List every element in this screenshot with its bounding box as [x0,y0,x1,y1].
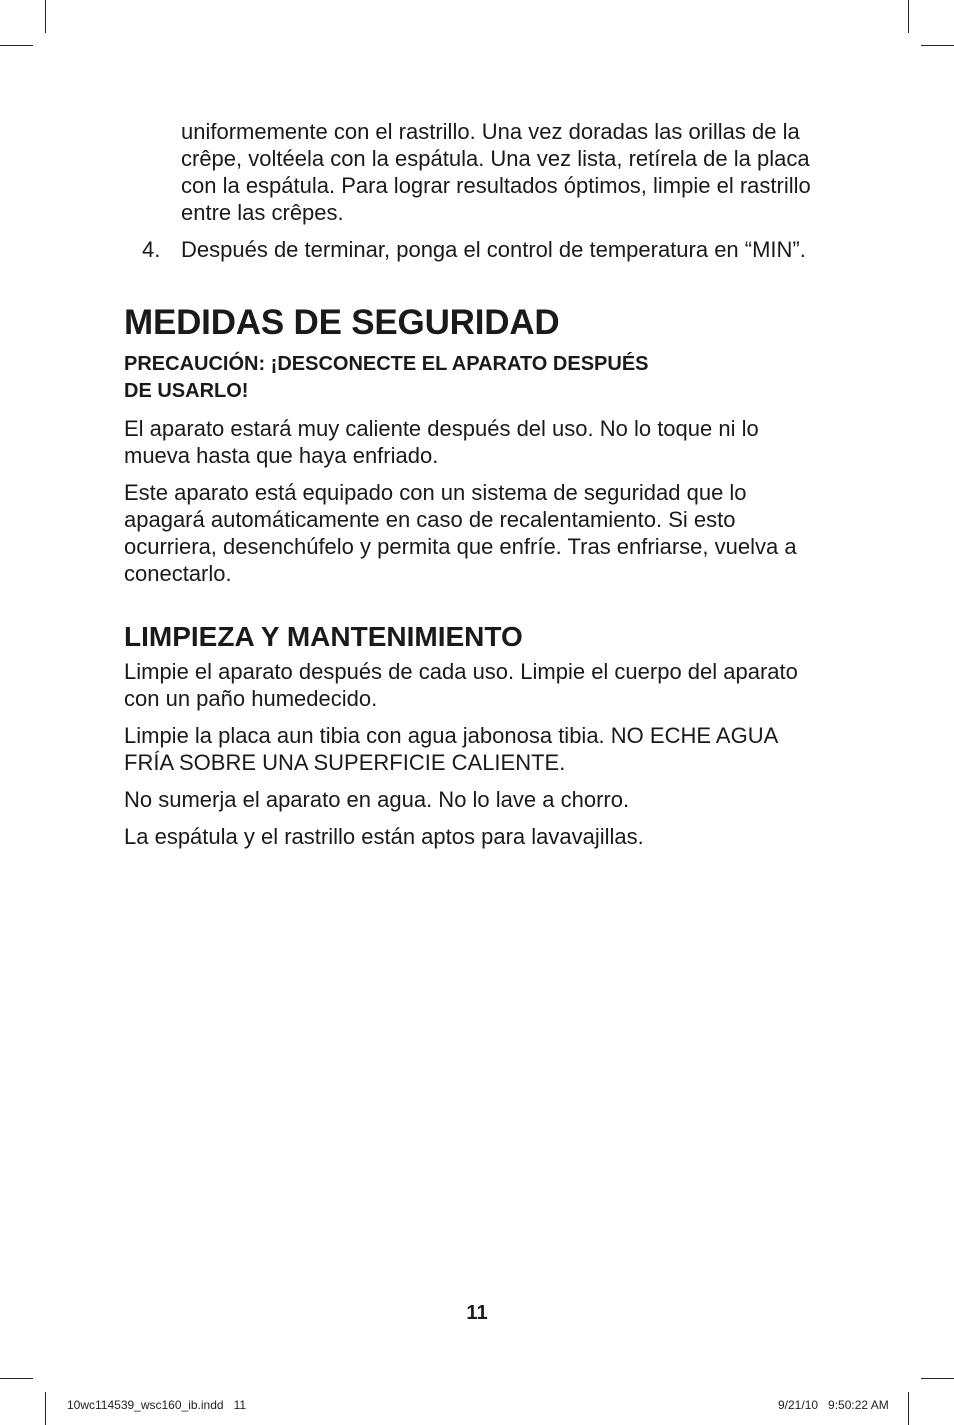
caution-line-2: DE USARLO! [124,380,249,402]
step-4-text: Después de terminar, ponga el control de temperatura en “MIN”. [181,237,806,262]
safety-paragraph-1: El aparato estará muy caliente después del uso. No lo toque ni lo mueva hasta que haya enfriado. [124,416,759,468]
cleaning-paragraph-3: No sumerja el aparato en agua. No lo lave a chorro. [124,787,630,812]
page-content [124,118,830,850]
cleaning-paragraph-1: Limpie el aparato después de cada uso. Limpie el cuerpo del aparato con un paño humedecido. [124,659,798,711]
slug-file-info: 10wc114539_wsc160_ib.indd 11 [67,1398,247,1412]
crop-mark-top-left-horizontal [0,45,33,46]
crop-mark-top-right-horizontal [921,45,954,46]
safety-paragraph-2: Este aparato está equipado con un sistema de seguridad que lo apagará automáticamente en caso de recalentamiento. Si esto ocurriera, desenchúfelo y permita que enfríe. Tras enfriarse, vuelva a conectarlo. [124,480,797,586]
crop-mark-bottom-right-horizontal [921,1378,954,1379]
caution-notice [124,351,830,405]
crop-mark-bottom-left-horizontal [0,1378,33,1379]
crop-mark-top-left-vertical [45,0,46,33]
cleaning-paragraph-4: La espátula y el rastrillo están aptos para lavavajillas. [124,824,644,849]
cleaning-heading: LIMPIEZA Y MANTENIMIENTO [124,621,523,652]
caution-line-1: PRECAUCIÓN: ¡DESCONECTE EL APARATO DESPUÉS [124,353,649,375]
crop-mark-bottom-left-vertical [45,1392,46,1425]
cleaning-paragraph-2: Limpie la placa aun tibia con agua jabonosa tibia. NO ECHE AGUA FRÍA SOBRE UNA SUPERFICIE CALIENTE. [124,723,778,775]
safety-heading: MEDIDAS DE SEGURIDAD [124,303,560,342]
step-4 [124,236,830,263]
crop-mark-bottom-right-vertical [908,1392,909,1425]
continued-step-text: uniformemente con el rastrillo. Una vez doradas las orillas de la crêpe, voltéela con la espátula. Una vez lista, retírela de la placa con la espátula. Para lograr resultados óptimos, limpie el rastrillo entre las crêpes. [181,119,811,225]
slug-timestamp: 9/21/10 9:50:22 AM [778,1398,889,1412]
step-4-number: 4. [142,237,161,262]
crop-mark-top-right-vertical [908,0,909,33]
page-number: 11 [466,1302,488,1324]
